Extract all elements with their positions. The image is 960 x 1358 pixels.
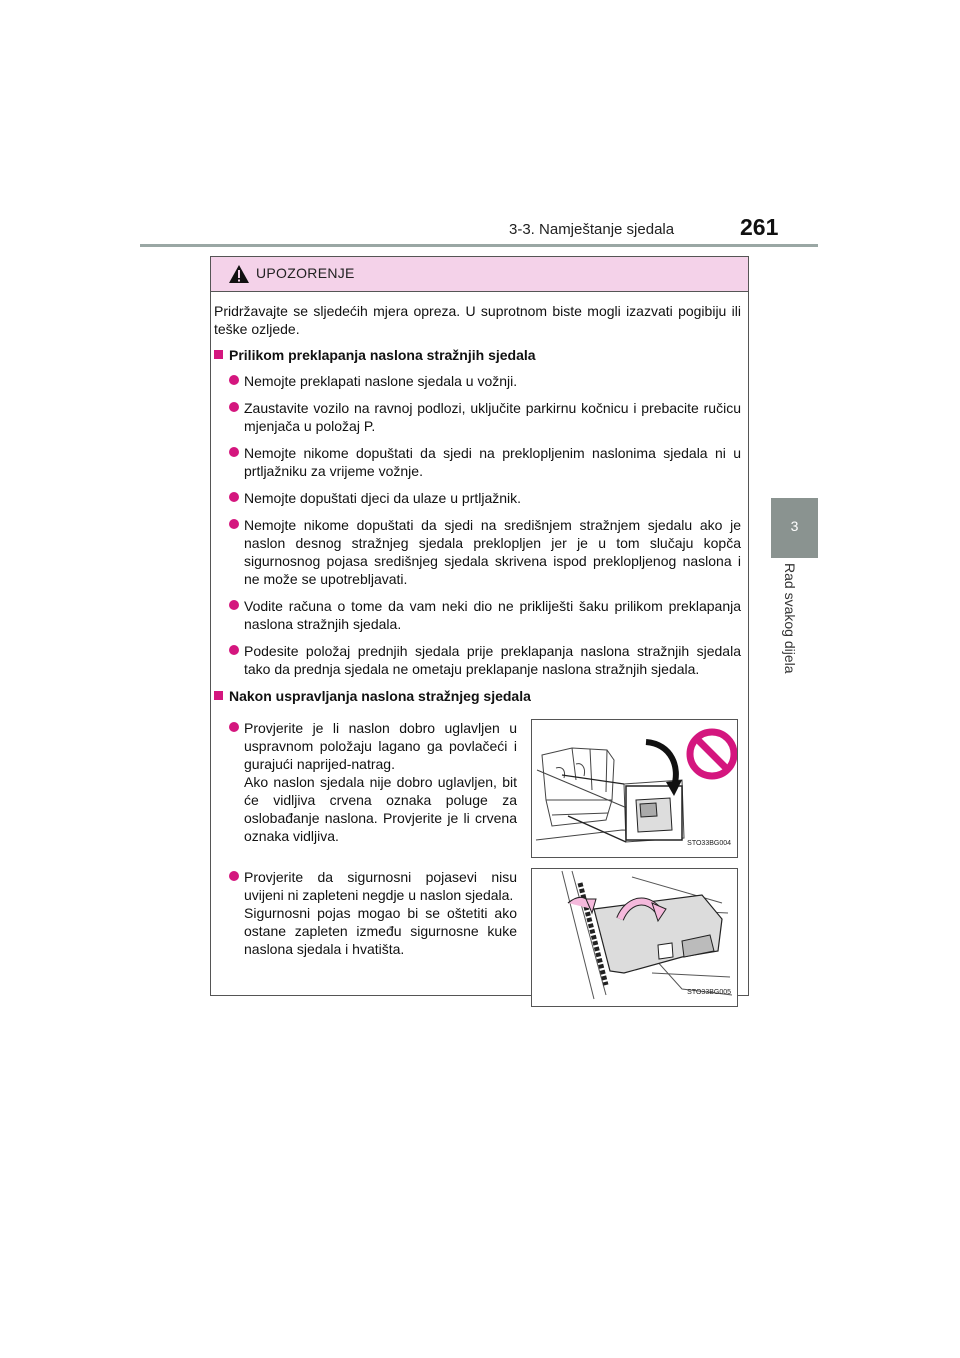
list-item xyxy=(229,868,517,998)
bullet-icon xyxy=(229,645,239,655)
warning-title: UPOZORENJE xyxy=(256,265,355,281)
list-item-text: Nemojte preklapati naslone sjedala u vožnji. xyxy=(244,373,518,389)
figure-row xyxy=(229,719,741,858)
bullet-icon xyxy=(229,402,239,412)
header-rule xyxy=(140,244,818,247)
list-item-text: Nemojte dopuštati djeci da ulaze u prtljažnik. xyxy=(244,490,522,506)
bullet-icon xyxy=(229,447,239,457)
figure-row xyxy=(229,868,741,1007)
list-item-text: Zaustavite vozilo na ravnoj podlozi, uključite parkirnu kočnicu i prebacite ručicu mjenjača u položaj P. xyxy=(244,400,741,434)
section-heading xyxy=(214,346,741,364)
warning-icon xyxy=(228,264,250,284)
warning-intro: Pridržavajte se sljedećih mjera opreza. U suprotnom biste mogli izazvati pogibiju ili teške ozljede. xyxy=(214,303,741,337)
list-item xyxy=(229,642,741,678)
warning-body xyxy=(211,292,748,1007)
section-heading-text: Nakon uspravljanja naslona stražnjeg sjedala xyxy=(229,688,531,704)
list-item xyxy=(229,399,741,435)
chapter-tab: 3 xyxy=(771,498,818,558)
list-item-text: Provjerite je li naslon dobro uglavljen u uspravnom položaju lagano ga povlačeći i gurajući naprijed-natrag. xyxy=(244,720,517,772)
list-item-text: Nemojte nikome dopuštati da sjedi na preklopljenim naslonima sjedala ni u prtljažniku za vrijeme vožnje. xyxy=(244,445,741,479)
list-item-note: Sigurnosni pojas mogao bi se oštetiti ako ostane zapleten između sigurnosne kuke naslona sjedala i hvatišta. xyxy=(244,905,517,957)
list-item xyxy=(229,372,741,390)
bullet-icon xyxy=(229,722,239,732)
list-item xyxy=(229,444,741,480)
list-item-note: Ako naslon sjedala nije dobro uglavljen, bit će vidljiva crvena oznaka poluge za oslobađanje naslona. Provjerite je li crvena oznaka vidljiva. xyxy=(244,774,517,844)
list-item xyxy=(229,719,517,849)
section-heading xyxy=(214,687,741,705)
list-item-text: Nemojte nikome dopuštati da sjedi na središnjem stražnjem sjedalu ako je naslon desnog stražnjeg sjedala preklopljen jer je u tom slučaju kopča sigurnosnog pojasa središnjeg sjedala skrivena ispod preklopljenog naslona i ne može se upotrebljavati. xyxy=(244,517,741,587)
warning-box xyxy=(210,256,749,996)
warning-header xyxy=(211,257,748,292)
section-title: 3-3. Namještanje sjedala xyxy=(509,221,675,238)
bullet-icon xyxy=(229,375,239,385)
square-bullet-icon xyxy=(214,350,223,359)
list-item xyxy=(229,489,741,507)
list-item xyxy=(229,597,741,633)
list-item xyxy=(229,516,741,588)
list-item-text: Provjerite da sigurnosni pojasevi nisu uvijeni ni zapleteni negdje u naslon sjedala. xyxy=(244,869,517,903)
section-heading-text: Prilikom preklapanja naslona stražnjih sjedala xyxy=(229,347,536,363)
seat-lever-illustration xyxy=(531,719,738,858)
bullet-icon xyxy=(229,600,239,610)
seat-belt-illustration xyxy=(531,868,738,1007)
chapter-label xyxy=(782,563,802,703)
bullet-icon xyxy=(229,492,239,502)
bullet-icon xyxy=(229,871,239,881)
figure-caption: STO33BG005 xyxy=(687,989,731,996)
list-item-text: Vodite računa o tome da vam neki dio ne prikliješti šaku prilikom preklapanja naslona stražnjih sjedala. xyxy=(244,598,741,632)
bullet-icon xyxy=(229,519,239,529)
figure-caption: STO33BG004 xyxy=(687,840,731,847)
page-number: 261 xyxy=(740,214,779,240)
list-item-text: Podesite položaj prednjih sjedala prije preklapanja naslona stražnjih sjedala tako da prednja sjedala ne ometaju preklapanje naslona stražnjih sjedala. xyxy=(244,643,741,677)
chapter-label-text: Rad svakog dijela xyxy=(782,563,798,674)
square-bullet-icon xyxy=(214,691,223,700)
